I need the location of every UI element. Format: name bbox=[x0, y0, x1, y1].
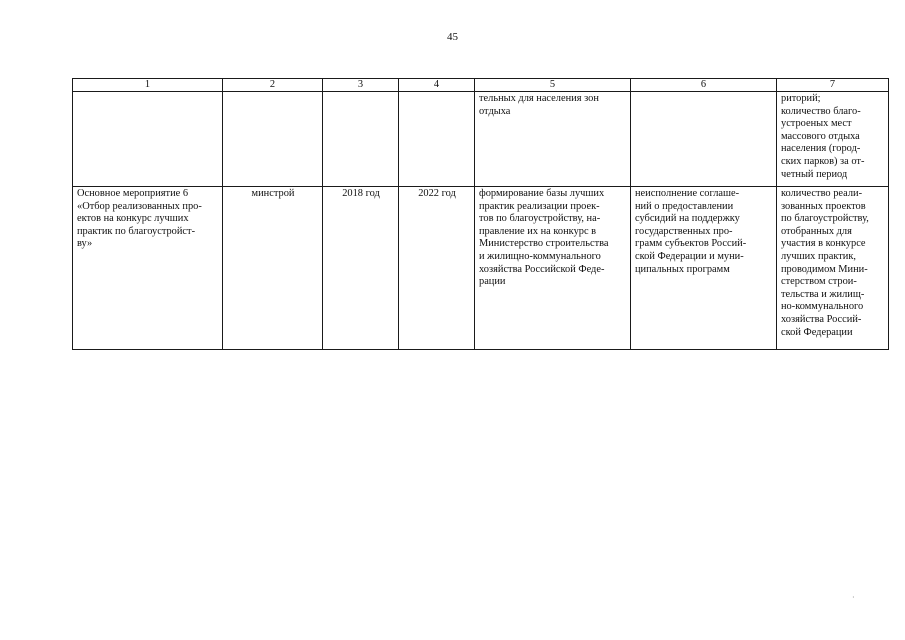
table-row bbox=[73, 92, 889, 187]
cell-indicator: количество реали- зованных проектов по благоустройству, отобранных для участия в конкурсе лучших практик, проводимом Мини- стерством строи- тельства и жилищ- но-коммунального хозяйства Россий- ской Федерации bbox=[777, 187, 889, 350]
column-number-4: 4 bbox=[399, 79, 475, 92]
cell-indicator: риторий; количество благо- устроеных мест массового отдыха населения (город- ских парков) за от- четный период bbox=[777, 92, 889, 187]
column-number-2: 2 bbox=[223, 79, 323, 92]
cell-expected-result: формирование базы лучших практик реализации проек- тов по благоустройству, на- правление их на конкурс в Министерство строительства и жилищно-коммунального хозяйства Российской Феде- рации bbox=[475, 187, 631, 350]
column-number-3: 3 bbox=[323, 79, 399, 92]
column-number-6: 6 bbox=[631, 79, 777, 92]
cell-consequences bbox=[631, 92, 777, 187]
column-number-5: 5 bbox=[475, 79, 631, 92]
cell-consequences: неисполнение соглаше- ний о предоставлении субсидий на поддержку государственных про- грамм субъектов Россий- ской Федерации и муни- ципальных программ bbox=[631, 187, 777, 350]
cell-expected-result: тельных для населения зон отдыха bbox=[475, 92, 631, 187]
scan-dot-mark: · bbox=[852, 593, 855, 602]
cell-end-year: 2022 год bbox=[399, 187, 475, 350]
cell-executor: минстрой bbox=[223, 187, 323, 350]
cell-start-year: 2018 год bbox=[323, 187, 399, 350]
cell-executor bbox=[223, 92, 323, 187]
table-row bbox=[73, 187, 889, 350]
table-header-row bbox=[73, 79, 889, 92]
cell-start-year bbox=[323, 92, 399, 187]
cell-measure-name: Основное мероприятие 6 «Отбор реализованных про- ектов на конкурс лучших практик по благоустройст- ву» bbox=[73, 187, 223, 350]
cell-end-year bbox=[399, 92, 475, 187]
column-number-7: 7 bbox=[777, 79, 889, 92]
cell-measure-name bbox=[73, 92, 223, 187]
column-number-1: 1 bbox=[73, 79, 223, 92]
program-measures-table bbox=[72, 78, 889, 350]
page-number: 45 bbox=[447, 31, 458, 43]
